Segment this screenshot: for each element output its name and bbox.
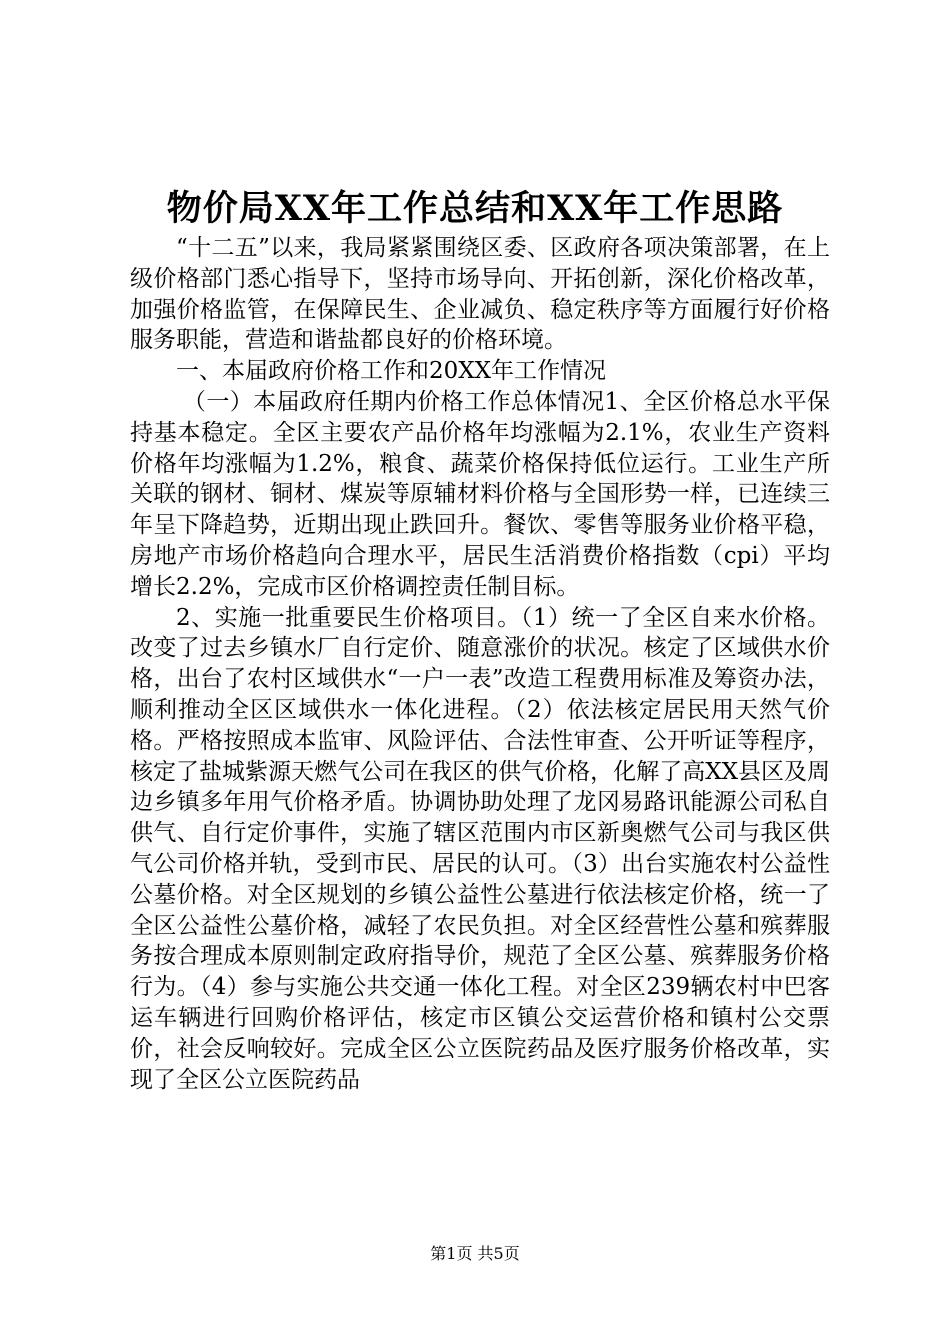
- paragraph-overview: （一）本届政府任期内价格工作总体情况1、全区价格总水平保持基本稳定。全区主要农产品价格年均涨幅为2.1%，农业生产资料价格年均涨幅为1.2%，粮食、蔬菜价格保持低位运行。工业生产所关联的钢材、铜材、煤炭等原辅材料价格与全国形势一样，已连续三年呈下降趋势，近期出现止跌回升。餐饮、零售等服务业价格平稳，房地产市场价格趋向合理水平，居民生活消费价格指数（cpi）平均增长2.2%，完成市区价格调控责任制目标。: [130, 388, 830, 600]
- paragraph-projects: 2、实施一批重要民生价格项目。（1）统一了全区自来水价格。改变了过去乡镇水厂自行定价、随意涨价的状况。核定了区域供水价格，出台了农村区域供水“一户一表”改造工程费用标准及筹资办法，顺利推动全区区域供水一体化进程。（2）依法核定居民用天然气价格。严格按照成本监审、风险评估、合法性审查、公开听证等程序，核定了盐城紫源天燃气公司在我区的供气价格，化解了高XX县区及周边乡镇多年用气价格矛盾。协调协助处理了龙冈易路讯能源公司私自供气、自行定价事件，实施了辖区范围内市区新奥燃气公司与我区供气公司价格并轨，受到市民、居民的认可。（3）出台实施农村公益性公墓价格。对全区规划的乡镇公益性公墓进行依法核定价格，统一了全区公益性公墓价格，减轻了农民负担。对全区经营性公墓和殡葬服务按合理成本原则制定政府指导价，规范了全区公墓、殡葬服务价格行为。（4）参与实施公共交通一体化工程。对全区239辆农村中巴客运车辆进行回购价格评估，核定市区镇公交运营价格和镇村公交票价，社会反响较好。完成全区公立医院药品及医疗服务价格改革，实现了全区公立医院药品: [130, 604, 830, 1093]
- page-footer: 第1页 共5页: [430, 1244, 520, 1263]
- document-title: 物价局XX年工作总结和XX年工作思路: [166, 188, 784, 229]
- section-heading: 一、本届政府价格工作和20XX年工作情况: [176, 358, 607, 385]
- document-body: [130, 233, 830, 1095]
- paragraph-intro: “十二五”以来，我局紧紧围绕区委、区政府各项决策部署，在上级价格部门悉心指导下，坚持市场导向、开拓创新，深化价格改革，加强价格监管，在保障民生、企业减负、稳定秩序等方面履行好价格服务职能，营造和谐盐都良好的价格环境。: [130, 235, 830, 354]
